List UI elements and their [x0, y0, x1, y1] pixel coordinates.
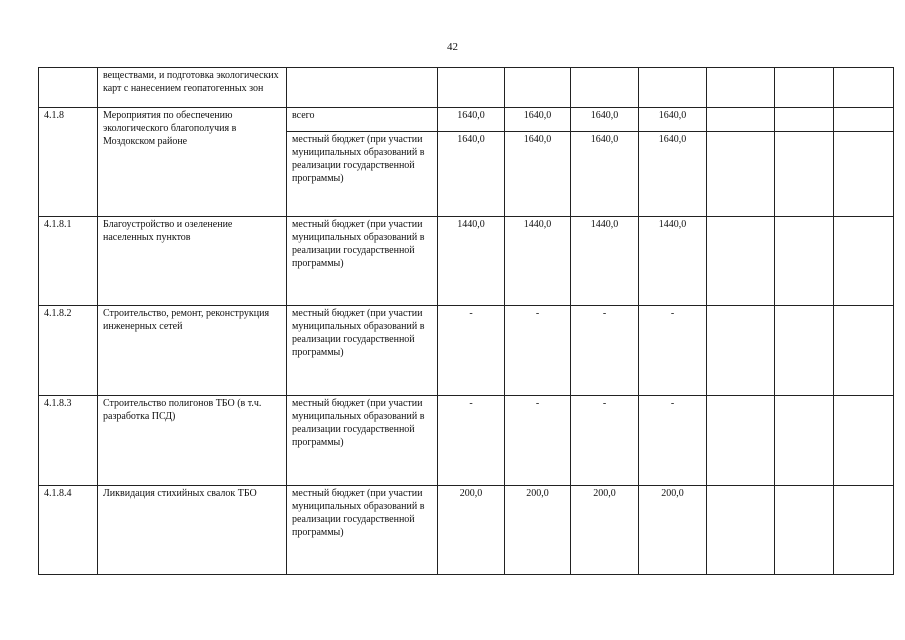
value-cell: 1640,0 [438, 108, 505, 132]
empty-cell [834, 486, 894, 575]
table-row [39, 217, 894, 306]
table-row [39, 108, 894, 132]
empty-cell [775, 396, 834, 486]
source-cell: местный бюджет (при участии муниципальных образований в реализации государственной программы) [287, 396, 438, 486]
value-cell: 1640,0 [438, 132, 505, 217]
value-cell: 1640,0 [505, 132, 571, 217]
empty-cell [834, 108, 894, 132]
empty-cell [707, 217, 775, 306]
name-cell: Ликвидация стихийных свалок ТБО [98, 486, 287, 575]
value-cell: 1440,0 [639, 217, 707, 306]
empty-cell [775, 108, 834, 132]
value-cell: - [571, 396, 639, 486]
value-cell [438, 68, 505, 108]
value-cell: 200,0 [571, 486, 639, 575]
source-cell: всего [287, 108, 438, 132]
source-cell: местный бюджет (при участии муниципальных образований в реализации государственной программы) [287, 132, 438, 217]
page-number: 42 [447, 41, 458, 53]
empty-cell [707, 396, 775, 486]
value-cell: 1440,0 [505, 217, 571, 306]
value-cell: 200,0 [639, 486, 707, 575]
value-cell: - [438, 396, 505, 486]
source-cell [287, 68, 438, 108]
value-cell: 1440,0 [438, 217, 505, 306]
value-cell: 200,0 [505, 486, 571, 575]
empty-cell [775, 132, 834, 217]
value-cell: 1640,0 [639, 132, 707, 217]
empty-cell [775, 306, 834, 396]
value-cell: - [438, 306, 505, 396]
value-cell: 1640,0 [571, 132, 639, 217]
empty-cell [707, 108, 775, 132]
empty-cell [775, 217, 834, 306]
value-cell: - [639, 396, 707, 486]
value-cell: 1640,0 [571, 108, 639, 132]
empty-cell [834, 217, 894, 306]
value-cell [639, 68, 707, 108]
source-cell: местный бюджет (при участии муниципальных образований в реализации государственной программы) [287, 486, 438, 575]
budget-table [38, 67, 894, 575]
value-cell [571, 68, 639, 108]
code-cell: 4.1.8.2 [39, 306, 98, 396]
empty-cell [707, 306, 775, 396]
value-cell: - [639, 306, 707, 396]
value-cell: 1640,0 [639, 108, 707, 132]
empty-cell [834, 396, 894, 486]
code-cell: 4.1.8.4 [39, 486, 98, 575]
value-cell: - [571, 306, 639, 396]
name-cell: Мероприятия по обеспечению экологического благополучия в Моздокском районе [98, 108, 287, 217]
source-cell: местный бюджет (при участии муниципальных образований в реализации государственной программы) [287, 217, 438, 306]
name-cell: Благоустройство и озеленение населенных пунктов [98, 217, 287, 306]
code-cell [39, 68, 98, 108]
table-row [39, 396, 894, 486]
empty-cell [834, 306, 894, 396]
source-cell: местный бюджет (при участии муниципальных образований в реализации государственной программы) [287, 306, 438, 396]
value-cell: 1640,0 [505, 108, 571, 132]
empty-cell [834, 68, 894, 108]
code-cell: 4.1.8 [39, 108, 98, 217]
table-row [39, 306, 894, 396]
code-cell: 4.1.8.3 [39, 396, 98, 486]
table-row [39, 486, 894, 575]
name-cell: Строительство полигонов ТБО (в т.ч. разработка ПСД) [98, 396, 287, 486]
empty-cell [834, 132, 894, 217]
code-cell: 4.1.8.1 [39, 217, 98, 306]
empty-cell [775, 486, 834, 575]
value-cell: - [505, 396, 571, 486]
name-cell: Строительство, ремонт, реконструкция инженерных сетей [98, 306, 287, 396]
empty-cell [775, 68, 834, 108]
value-cell: 1440,0 [571, 217, 639, 306]
value-cell [505, 68, 571, 108]
empty-cell [707, 486, 775, 575]
empty-cell [707, 132, 775, 217]
table-row [39, 68, 894, 108]
value-cell: - [505, 306, 571, 396]
empty-cell [707, 68, 775, 108]
value-cell: 200,0 [438, 486, 505, 575]
name-cell: веществами, и подготовка экологических карт с нанесением геопатогенных зон [98, 68, 287, 108]
